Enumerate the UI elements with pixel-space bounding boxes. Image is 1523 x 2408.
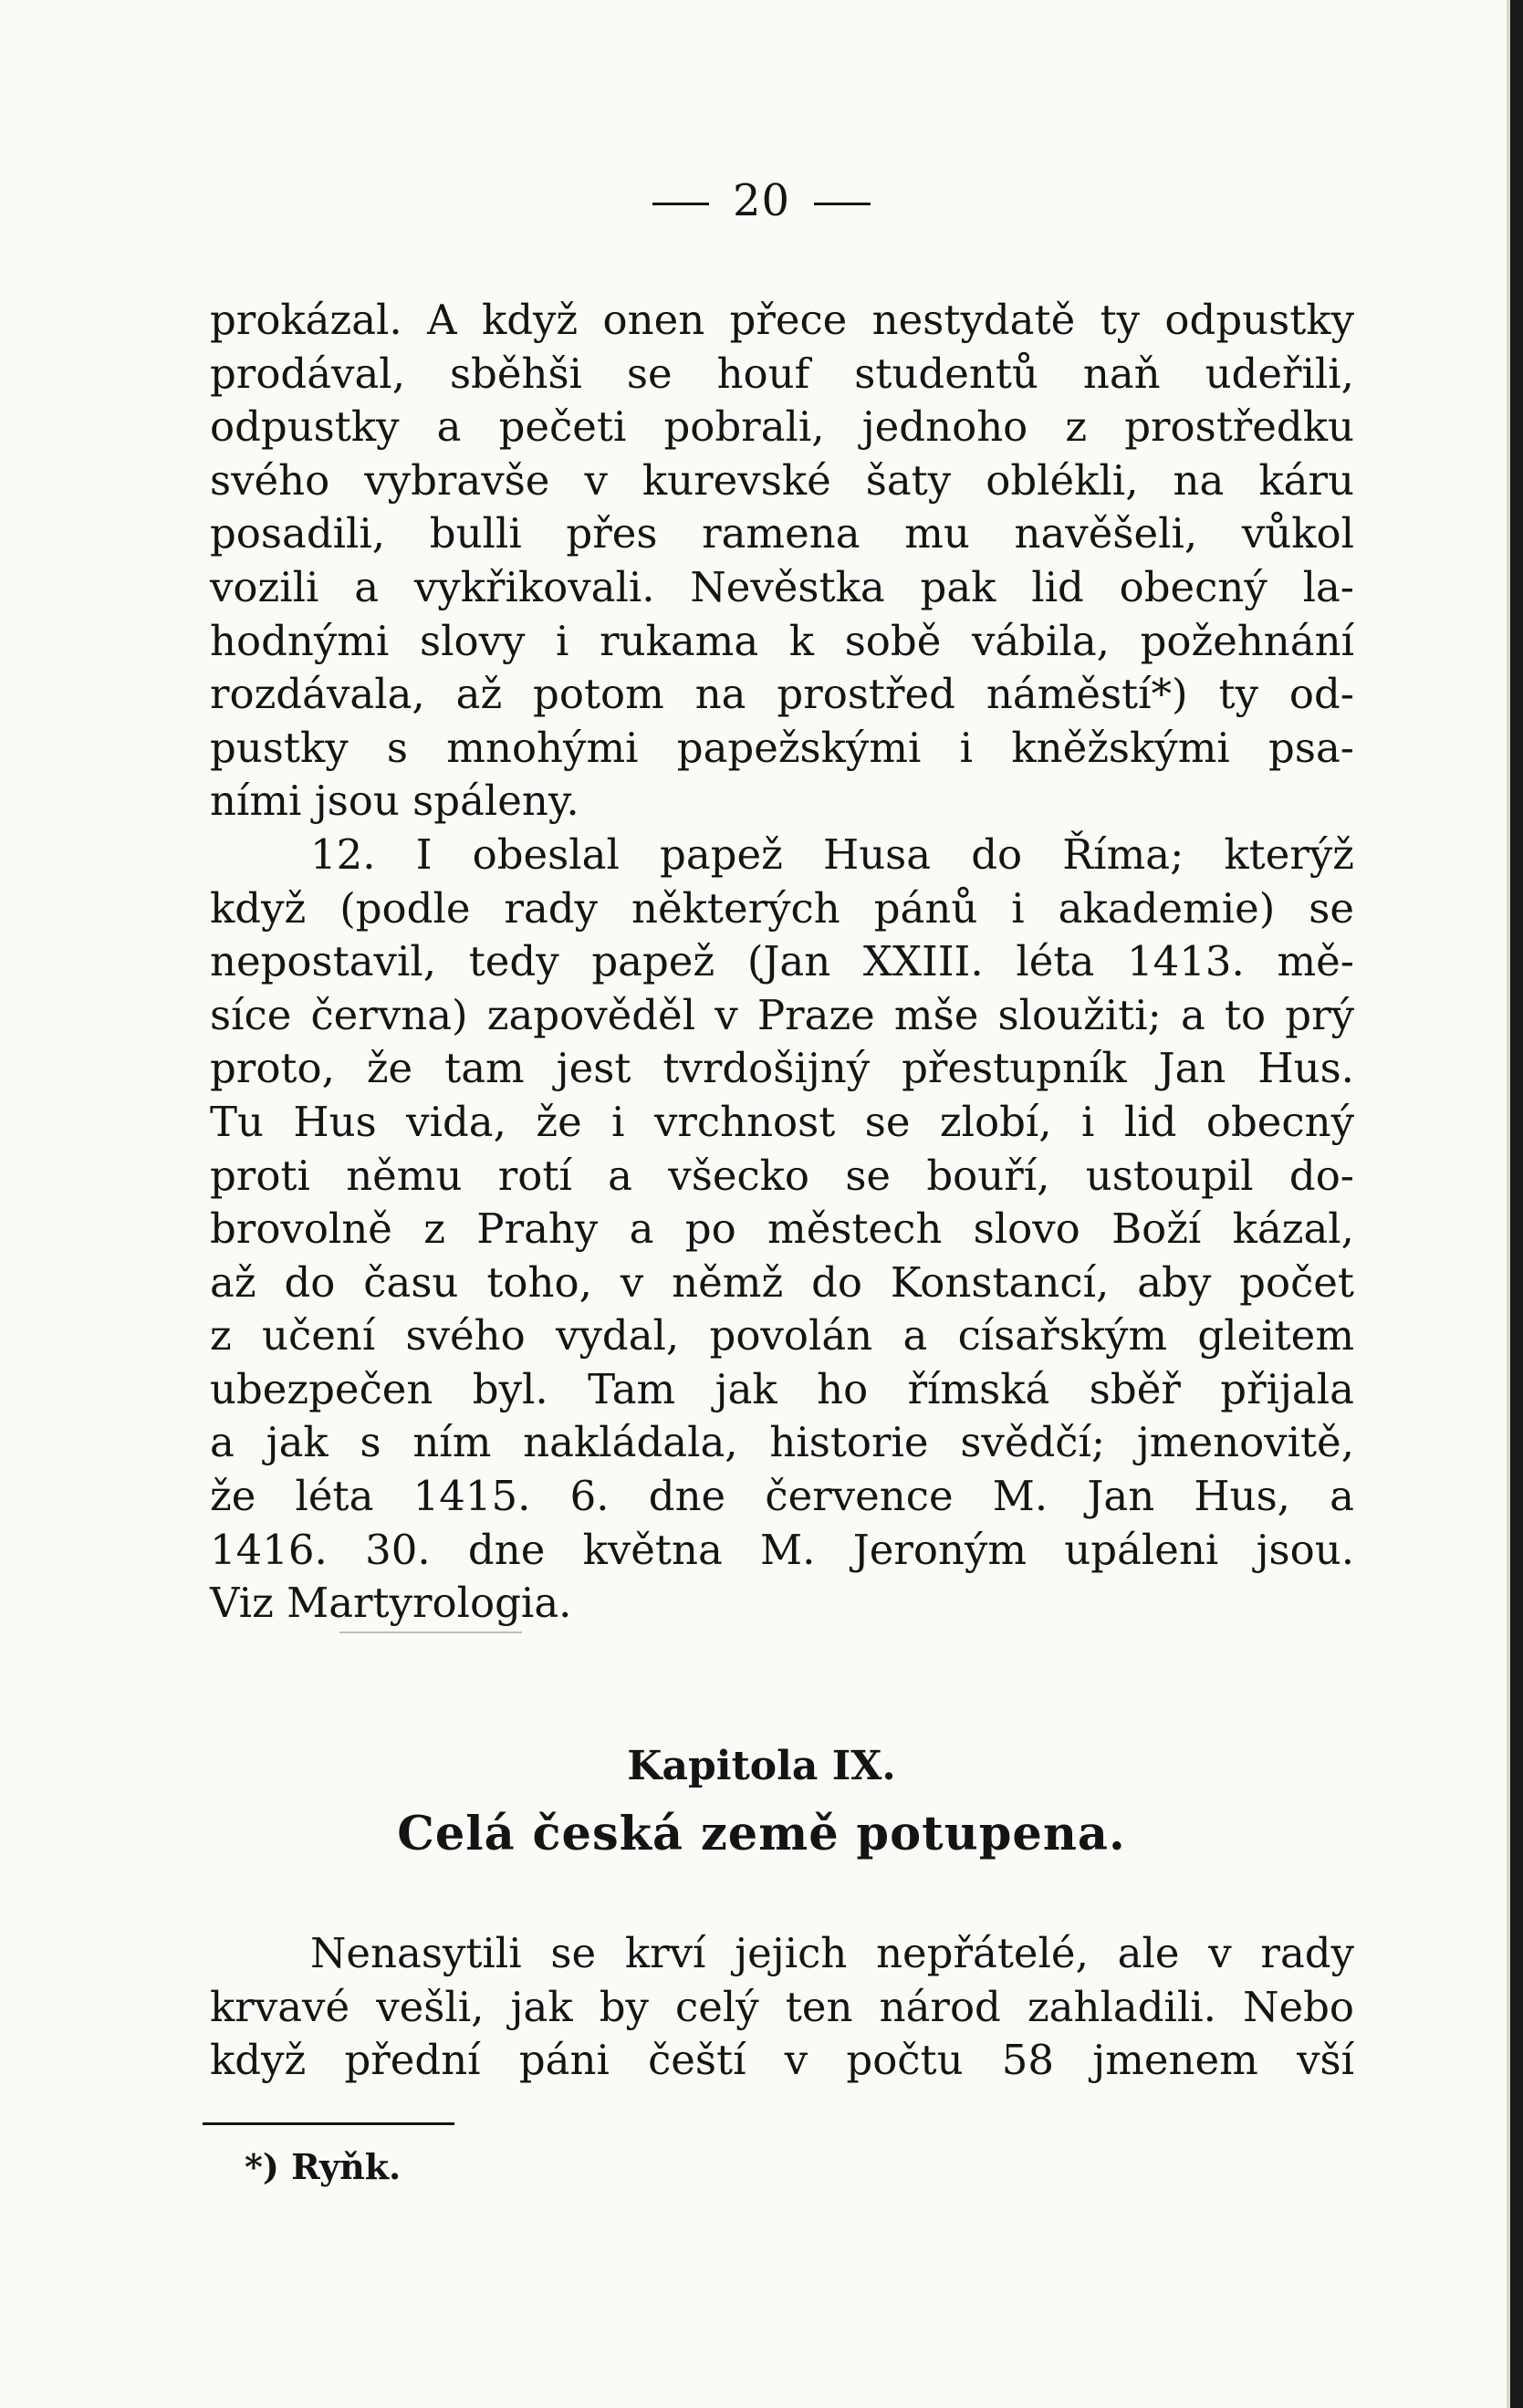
page-edge bbox=[1510, 0, 1523, 2408]
footnote: *) Ryňk. bbox=[245, 2146, 402, 2187]
text-line: ubezpečen byl. Tam jak ho římská sběř přijala bbox=[210, 1364, 1354, 1413]
text-line: že léta 1415. 6. dne července M. Jan Hus, a bbox=[210, 1472, 1354, 1521]
text-line: proto, že tam jest tvrdošijný přestupník Jan Hus. bbox=[210, 1044, 1354, 1093]
text-line: 1416. 30. dne května M. Jeroným upáleni jsou. bbox=[210, 1525, 1354, 1574]
text-line: až do času toho, v němž do Konstancí, aby počet bbox=[210, 1257, 1354, 1307]
text-line: prodával, sběhši se houf studentů naň udeřili, bbox=[210, 349, 1354, 398]
text-line: proti němu rotí a všecko se bouří, ustoupil do- bbox=[210, 1151, 1354, 1200]
text-line: hodnými slovy i rukama k sobě vábila, požehnání bbox=[210, 616, 1354, 665]
text-line: odpustky a pečeti pobrali, jednoho z prostředku bbox=[210, 402, 1354, 452]
chapter-title: Celá česká země potupena. bbox=[397, 1807, 1126, 1861]
text-line: když přední páni čeští v počtu 58 jmenem vší bbox=[210, 2036, 1354, 2085]
text-line: svého vybravše v kurevské šaty oblékli, na káru bbox=[210, 455, 1354, 505]
page-number-value: 20 bbox=[732, 175, 791, 226]
text-line: prokázal. A když onen přece nestydatě ty odpustky bbox=[210, 296, 1354, 344]
text-line: nepostavil, tedy papež (Jan XXIII. léta 1413. mě- bbox=[210, 937, 1354, 986]
text-line: pustky s mnohými papežskými i kněžskými psa- bbox=[210, 723, 1354, 772]
text-line: síce června) zapověděl v Praze mše sloužiti; a to prý bbox=[210, 990, 1354, 1039]
text-line: Nenasytili se krví jejich nepřátelé, ale v rady bbox=[310, 1929, 1354, 1977]
chapter-label: Kapitola IX. bbox=[627, 1743, 896, 1789]
text-line: posadili, bulli přes ramena mu navěšeli, vůkol bbox=[210, 509, 1354, 558]
page-number bbox=[0, 175, 1523, 226]
text-line: Viz Martyrologia. bbox=[210, 1579, 572, 1628]
text-line: krvavé vešli, jak by celý ten národ zahladili. Nebo bbox=[210, 1982, 1354, 2031]
text-line: Tu Hus vida, že i vrchnost se zlobí, i lid obecný bbox=[210, 1097, 1354, 1146]
page-number-dash-right bbox=[814, 203, 871, 205]
text-line: ními jsou spáleny. bbox=[210, 777, 579, 826]
footnote-rule bbox=[203, 2122, 454, 2125]
text-line: když (podle rady některých pánů i akademie) se bbox=[210, 883, 1354, 933]
page-number-dash-left bbox=[652, 203, 709, 205]
text-line: brovolně z Prahy a po městech slovo Boží kázal, bbox=[210, 1204, 1354, 1254]
text-line: rozdávala, až potom na prostřed náměstí*) ty od- bbox=[210, 670, 1354, 719]
text-line: z učení svého vydal, povolán a císařským gleitem bbox=[210, 1311, 1354, 1360]
print-smudge bbox=[339, 1631, 522, 1633]
chapter-paragraph bbox=[210, 1927, 1354, 2088]
main-paragraph bbox=[210, 294, 1354, 1631]
text-line: 12. I obeslal papež Husa do Říma; kterýž bbox=[310, 829, 1354, 879]
text-line: vozili a vykřikovali. Nevěstka pak lid obecný la- bbox=[210, 562, 1354, 611]
text-line: a jak s ním nakládala, historie svědčí; jmenovitě, bbox=[210, 1418, 1354, 1467]
